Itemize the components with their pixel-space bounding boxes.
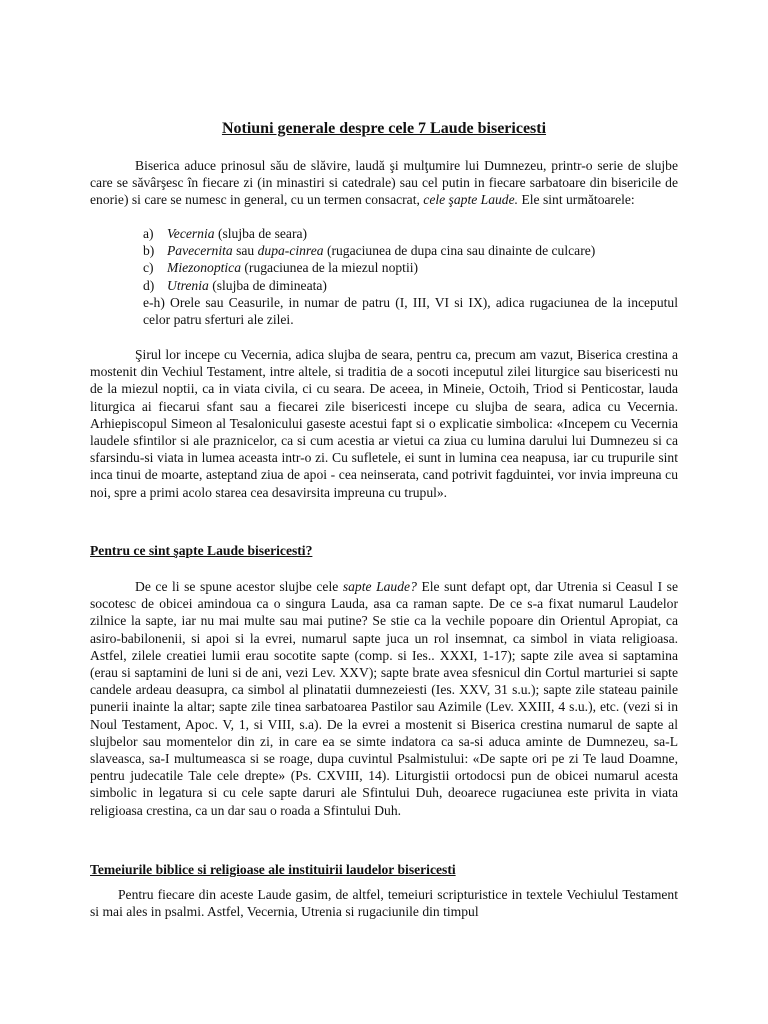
list-item: a) Vecernia (slujba de seara): [143, 226, 308, 241]
paragraph-3: De ce li se spune acestor slujbe cele sapte Laude? Ele sunt defapt opt, dar Utrenia si Ceasul I se socotesc de obicei amindoua ca o singura Lauda, asa ca raman sapte. De ce s-a fixat numarul Laudelor zilnice la sapte, iar nu mai multe sau mai putine? Se stie ca la vechile popoare din Orientul Apropiat, ca asiro-babilonenii, si apoi si la evrei, numarul sapte juca un rol insemnat, ca simbol in viata religioasa. Astfel, zilele creatiei lumii erau socotite sapte (comp. si Ies.. XXXI, 1-17); sapte zile avea si saptamina (erau si saptamini de luni si de ani, vezi Lev. XXV); sapte brate avea sfesnicul din Cortul marturiei si sapte candele ardeau deasupra, ca simbol al plinatatii dumnezeiesti (Ies. XXV, 31 s.u.); sapte zile stateau painile punerii inainte la altar; sapte zile tinea sarbatoarea Pastilor sau Azimile (Lev. XXIII, 4 s.u.), etc. (vezi si in Noul Testament, Apoc. V, 1, si VIII, s.a). De la evrei a mostenit si Biserica crestina numarul de sapte al slujbelor sau momentelor din zi, in care ea se simte indatora ca sa-si aduca aminte de Dumnezeu, sa-L slaveasca, sa-I multumeasca si se roage, dupa cuvintul Psalmistului: «De sapte ori pe zi Te laud Doamne, pentru judecatile Tale cele drepte» (Ps. CXVIII, 14). Liturgistii ortodocsi pun de obicei numarul acesta simbolic in legatura si cu cele sapte daruri ale Sfintului Duh, deoarece rugaciunea este privita in viata religioasa crestina, ca un dar sau o roada a Sfintului Duh.: [90, 579, 679, 818]
paragraph-4: Pentru fiecare din aceste Laude gasim, de altfel, temeiuri scripturistice in textele Vechiulul Testament si mai ales in psalmi. Astfel, Vecernia, Utrenia si rugaciunile din timpul: [90, 887, 678, 920]
intro-text-a: Biserica aduce prinosul său de slăvire, laudă şi mulţumire lui Dumnezeu, printr-o serie de slujbe care se săvârşesc în fiecare zi (in minastiri si catedrale) sau cel putin in fiecare sarbatoare din bisericile de enorie) si care se numesc in general, cu un termen consacrat,: [90, 158, 678, 208]
page-title: Notiuni generale despre cele 7 Laude bisericesti: [221, 120, 547, 137]
list-item: b) Pavecernita sau dupa-cinrea (rugaciunea de dupa cina sau dinainte de culcare): [143, 243, 596, 259]
intro-paragraph: [90, 157, 678, 209]
intro-italic: cele şapte Laude.: [423, 192, 519, 208]
intro-text-b: Ele sint următoarele:: [521, 192, 635, 208]
section-heading-1: Pentru ce sint şapte Laude bisericesti?: [90, 543, 313, 558]
list-item: c) Miezonoptica (rugaciunea de la miezul noptii): [143, 260, 419, 276]
list-tail: e-h) Orele sau Ceasurile, in numar de patru (I, III, VI si IX), adica rugaciunea de la inceputul celor patru sferturi ale zilei.: [143, 294, 678, 328]
section-heading-2: Temeiurile biblice si religioase ale instituirii laudelor bisericesti: [90, 862, 456, 877]
paragraph-2: Şirul lor incepe cu Vecernia, adica slujba de seara, pentru ca, precum am vazut, Biserica crestina a mostenit din Vechiul Testament, intre altele, si traditia de a socoti inceputul zilei liturgice sau bisericesti nu de la miezul noptii, ca in viata civila, ci cu seara. De aceea, in Mineie, Octoih, Triod si Penticostar, lauda liturgica ai fiecarui sfant sau a fiecarei zile bisericesti incepe cu slujba de seara, adica cu Vecernia. Arhiepiscopul Simeon al Tesalonicului gaseste acestui fapt si o explicatie simbolica: «Incepem cu Vecernia laudele sfintilor si ale praznicelor, ca si cum acestia ar vietui ca ziua cu lumina darului lui Dumnezeu si ca sfarsindu-si viata in lumea aceasta intr-o zi. Cu sufletele, ei sunt in lumina cea neapusa, iar cu trupurile sint inca tinui de moarte, asteptand ziua de apoi - cea neinserata, cand potrivit fagduintei, vor invia impreuna cu noi, spre a primi acolo starea cea desavirsita impreuna cu trupul».: [90, 347, 678, 500]
laude-list: [143, 225, 678, 328]
list-item: d) Utrenia (slujba de dimineata): [143, 277, 327, 293]
